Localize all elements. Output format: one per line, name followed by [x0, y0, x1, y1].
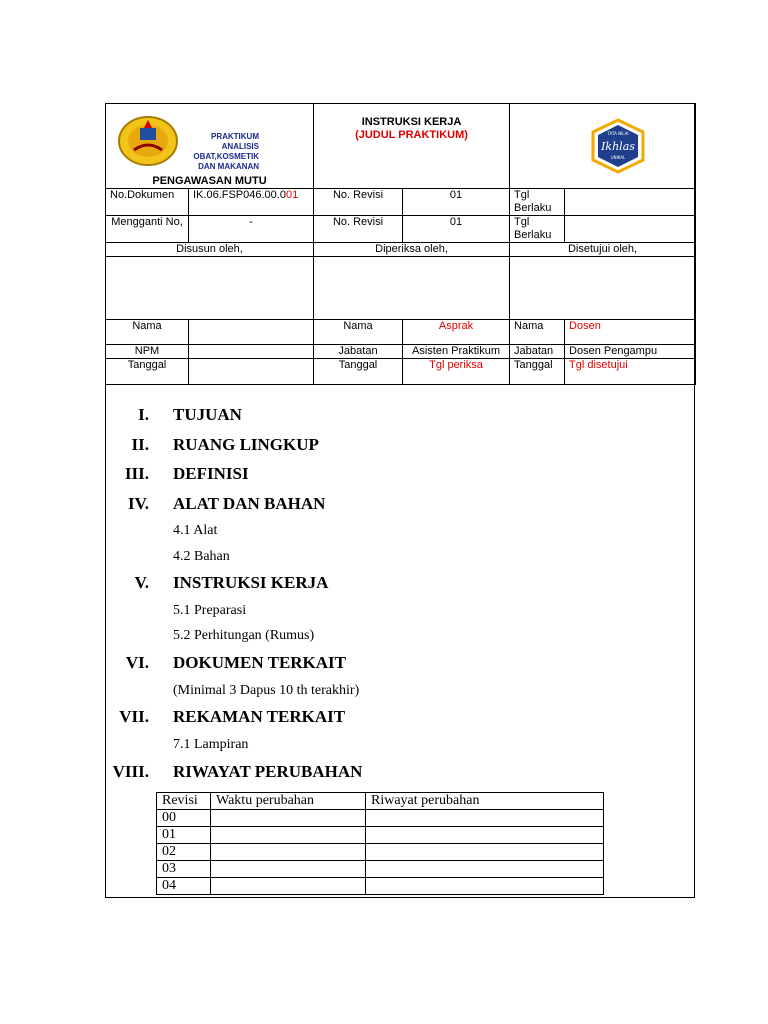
table-row — [157, 861, 604, 878]
signature-diperiksa — [314, 256, 510, 319]
tgl-berlaku2-value — [565, 215, 696, 242]
section-number: VII. — [119, 707, 149, 726]
mengganti-label: Mengganti No, — [106, 215, 189, 242]
right-logo-cell — [510, 104, 696, 189]
logo-line-1: PRAKTIKUM — [211, 132, 259, 141]
section-title: RUANG LINGKUP — [173, 435, 319, 454]
section-title: DEFINISI — [173, 464, 249, 483]
section-title: RIWAYAT PERUBAHAN — [173, 762, 363, 781]
document-header-table — [105, 103, 696, 385]
signature-disusun — [106, 256, 314, 319]
tanggal-value-2: Tgl periksa — [403, 358, 510, 384]
revision-number: 04 — [157, 878, 211, 895]
waktu-cell — [211, 844, 366, 861]
mengganti-value: - — [189, 215, 314, 242]
riwayat-cell — [366, 827, 604, 844]
ikhlas-logo-top: TATA NILAI — [607, 131, 629, 136]
section-title: INSTRUKSI KERJA — [173, 573, 329, 592]
riwayat-cell — [366, 861, 604, 878]
section-title: TUJUAN — [173, 405, 242, 424]
subsection-4-1: 4.1 Alat — [173, 523, 218, 538]
riwayat-cell — [366, 878, 604, 895]
no-revisi2-value: 01 — [403, 215, 510, 242]
logo-line-3: OBAT,KOSMETIK — [193, 152, 259, 161]
subsection-5-1: 5.1 Preparasi — [173, 603, 247, 618]
table-row — [157, 878, 604, 895]
disetujui-label: Disetujui oleh, — [510, 242, 696, 256]
nama-label-2: Nama — [314, 319, 403, 344]
document-subtitle: (JUDUL PRAKTIKUM) — [355, 129, 468, 141]
ikhlas-logo — [588, 118, 648, 174]
ikhlas-logo-word: Ikhlas — [601, 140, 635, 153]
dept-cell: PENGAWASAN MUTU — [106, 175, 314, 189]
signature-disetujui — [510, 256, 696, 319]
waktu-cell — [211, 878, 366, 895]
section-title: REKAMAN TERKAIT — [173, 707, 346, 726]
revision-table — [156, 792, 604, 895]
tanggal-value-1 — [189, 358, 314, 384]
revision-number: 00 — [157, 810, 211, 827]
tgl-berlaku-label: Tgl Berlaku — [510, 188, 565, 215]
logo-text — [189, 132, 259, 172]
tanggal-label-2: Tanggal — [314, 358, 403, 384]
tanggal-label-1: Tanggal — [106, 358, 189, 384]
no-revisi2-label: No. Revisi — [314, 215, 403, 242]
waktu-cell — [211, 861, 366, 878]
diperiksa-label: Diperiksa oleh, — [314, 242, 510, 256]
table-row — [157, 810, 604, 827]
logo-line-4: DAN MAKANAN — [198, 162, 259, 171]
riwayat-cell — [366, 810, 604, 827]
no-dokumen-value — [189, 188, 314, 215]
tanggal-value-3: Tgl disetujui — [565, 358, 696, 384]
logo-line-2: ANALISIS — [221, 142, 259, 151]
disusun-label: Disusun oleh, — [106, 242, 314, 256]
section-number: IV. — [128, 494, 149, 513]
section-number: III. — [124, 464, 149, 483]
subsection-4-2: 4.2 Bahan — [173, 549, 230, 564]
section-number: V. — [134, 573, 149, 592]
nama-label-3: Nama — [510, 319, 565, 344]
jabatan-value-2: Dosen Pengampu — [565, 344, 696, 358]
tanggal-label-3: Tanggal — [510, 358, 565, 384]
revision-number: 01 — [157, 827, 211, 844]
waktu-cell — [211, 827, 366, 844]
document-title: INSTRUKSI KERJA — [361, 116, 462, 128]
jabatan-label-1: Jabatan — [314, 344, 403, 358]
revision-header-row — [157, 793, 604, 810]
left-logo-cell — [106, 104, 314, 175]
riwayat-header: Riwayat perubahan — [366, 793, 604, 810]
section-number: VI. — [125, 653, 149, 672]
table-row — [157, 827, 604, 844]
section-title: ALAT DAN BAHAN — [173, 494, 326, 513]
no-revisi-label: No. Revisi — [314, 188, 403, 215]
section-title: DOKUMEN TERKAIT — [173, 653, 347, 672]
no-dokumen-suffix: 01 — [285, 188, 299, 201]
title-cell — [314, 104, 510, 189]
nama-value-2: Asprak — [403, 319, 510, 344]
nama-value-1 — [189, 319, 314, 344]
section-number: VIII. — [112, 762, 149, 781]
section-number: II. — [131, 435, 149, 454]
tgl-berlaku2-label: Tgl Berlaku — [510, 215, 565, 242]
tgl-berlaku-value — [565, 188, 696, 215]
npm-label: NPM — [106, 344, 189, 358]
no-dokumen-label: No.Dokumen — [106, 188, 189, 215]
subsection-7-1: 7.1 Lampiran — [173, 737, 249, 752]
revision-header: Revisi — [157, 793, 211, 810]
nama-value-3: Dosen — [565, 319, 696, 344]
table-row — [157, 844, 604, 861]
revision-number: 02 — [157, 844, 211, 861]
subsection-6-note: (Minimal 3 Dapus 10 th terakhir) — [173, 683, 360, 698]
no-dokumen-prefix: IK.06.FSP046.00.0 — [193, 188, 286, 201]
nama-label-1: Nama — [106, 319, 189, 344]
waktu-header: Waktu perubahan — [211, 793, 366, 810]
revision-number: 03 — [157, 861, 211, 878]
no-revisi-value: 01 — [403, 188, 510, 215]
section-number: I. — [138, 405, 149, 424]
jabatan-value-1: Asisten Praktikum — [403, 344, 510, 358]
npm-value — [189, 344, 314, 358]
subsection-5-2: 5.2 Perhitungan (Rumus) — [173, 628, 315, 643]
waktu-cell — [211, 810, 366, 827]
ikhlas-logo-bottom: UNIKAL — [610, 155, 626, 160]
jabatan-label-2: Jabatan — [510, 344, 565, 358]
riwayat-cell — [366, 844, 604, 861]
